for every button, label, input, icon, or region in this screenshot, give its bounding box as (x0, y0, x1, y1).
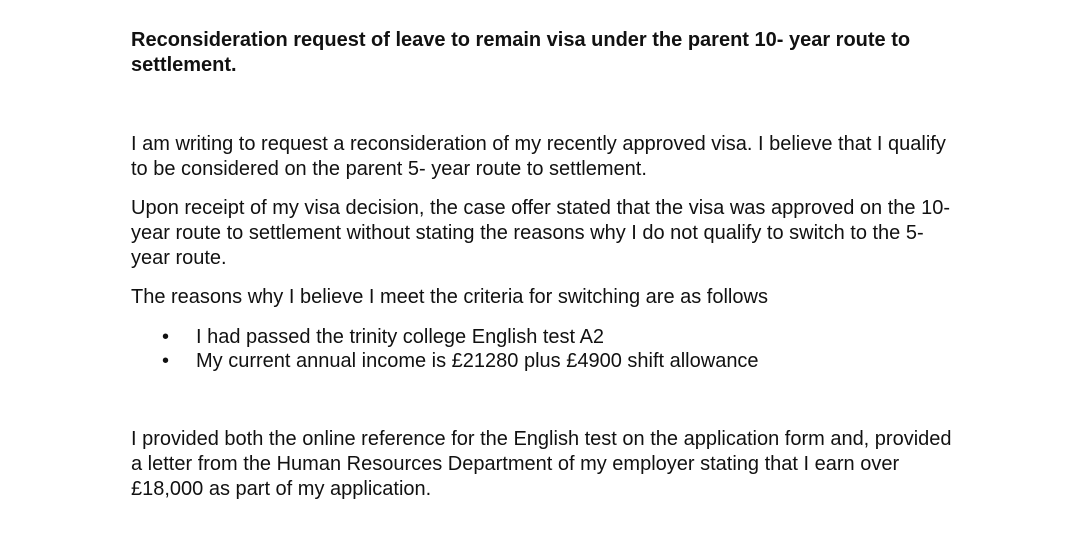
bullet-icon: • (162, 350, 170, 372)
bullet-icon: • (162, 326, 170, 348)
list-item (131, 325, 961, 349)
list-item-text: I had passed the trinity college English test A2 (196, 326, 605, 348)
document-title: Reconsideration request of leave to remain visa under the parent 10- year route to settlement. (131, 29, 911, 76)
list-item-text: My current annual income is £21280 plus £4900 shift allowance (196, 350, 759, 372)
reasons-list (131, 325, 961, 373)
paragraph-decision: Upon receipt of my visa decision, the case offer stated that the visa was approved on the 10-year route to settlement without stating the reasons why I do not qualify to switch to the 5-year route. (131, 197, 950, 269)
paragraph-reasons-intro: The reasons why I believe I meet the criteria for switching are as follows (131, 286, 768, 308)
paragraph-evidence: I provided both the online reference for the English test on the application form and, provided a letter from the Human Resources Department of my employer stating that I earn over £18,000 as part of my application. (131, 428, 952, 500)
document-body (131, 28, 961, 502)
paragraph-intro: I am writing to request a reconsideration of my recently approved visa. I believe that I qualify to be considered on the parent 5- year route to settlement. (131, 133, 946, 180)
list-item (131, 349, 961, 373)
